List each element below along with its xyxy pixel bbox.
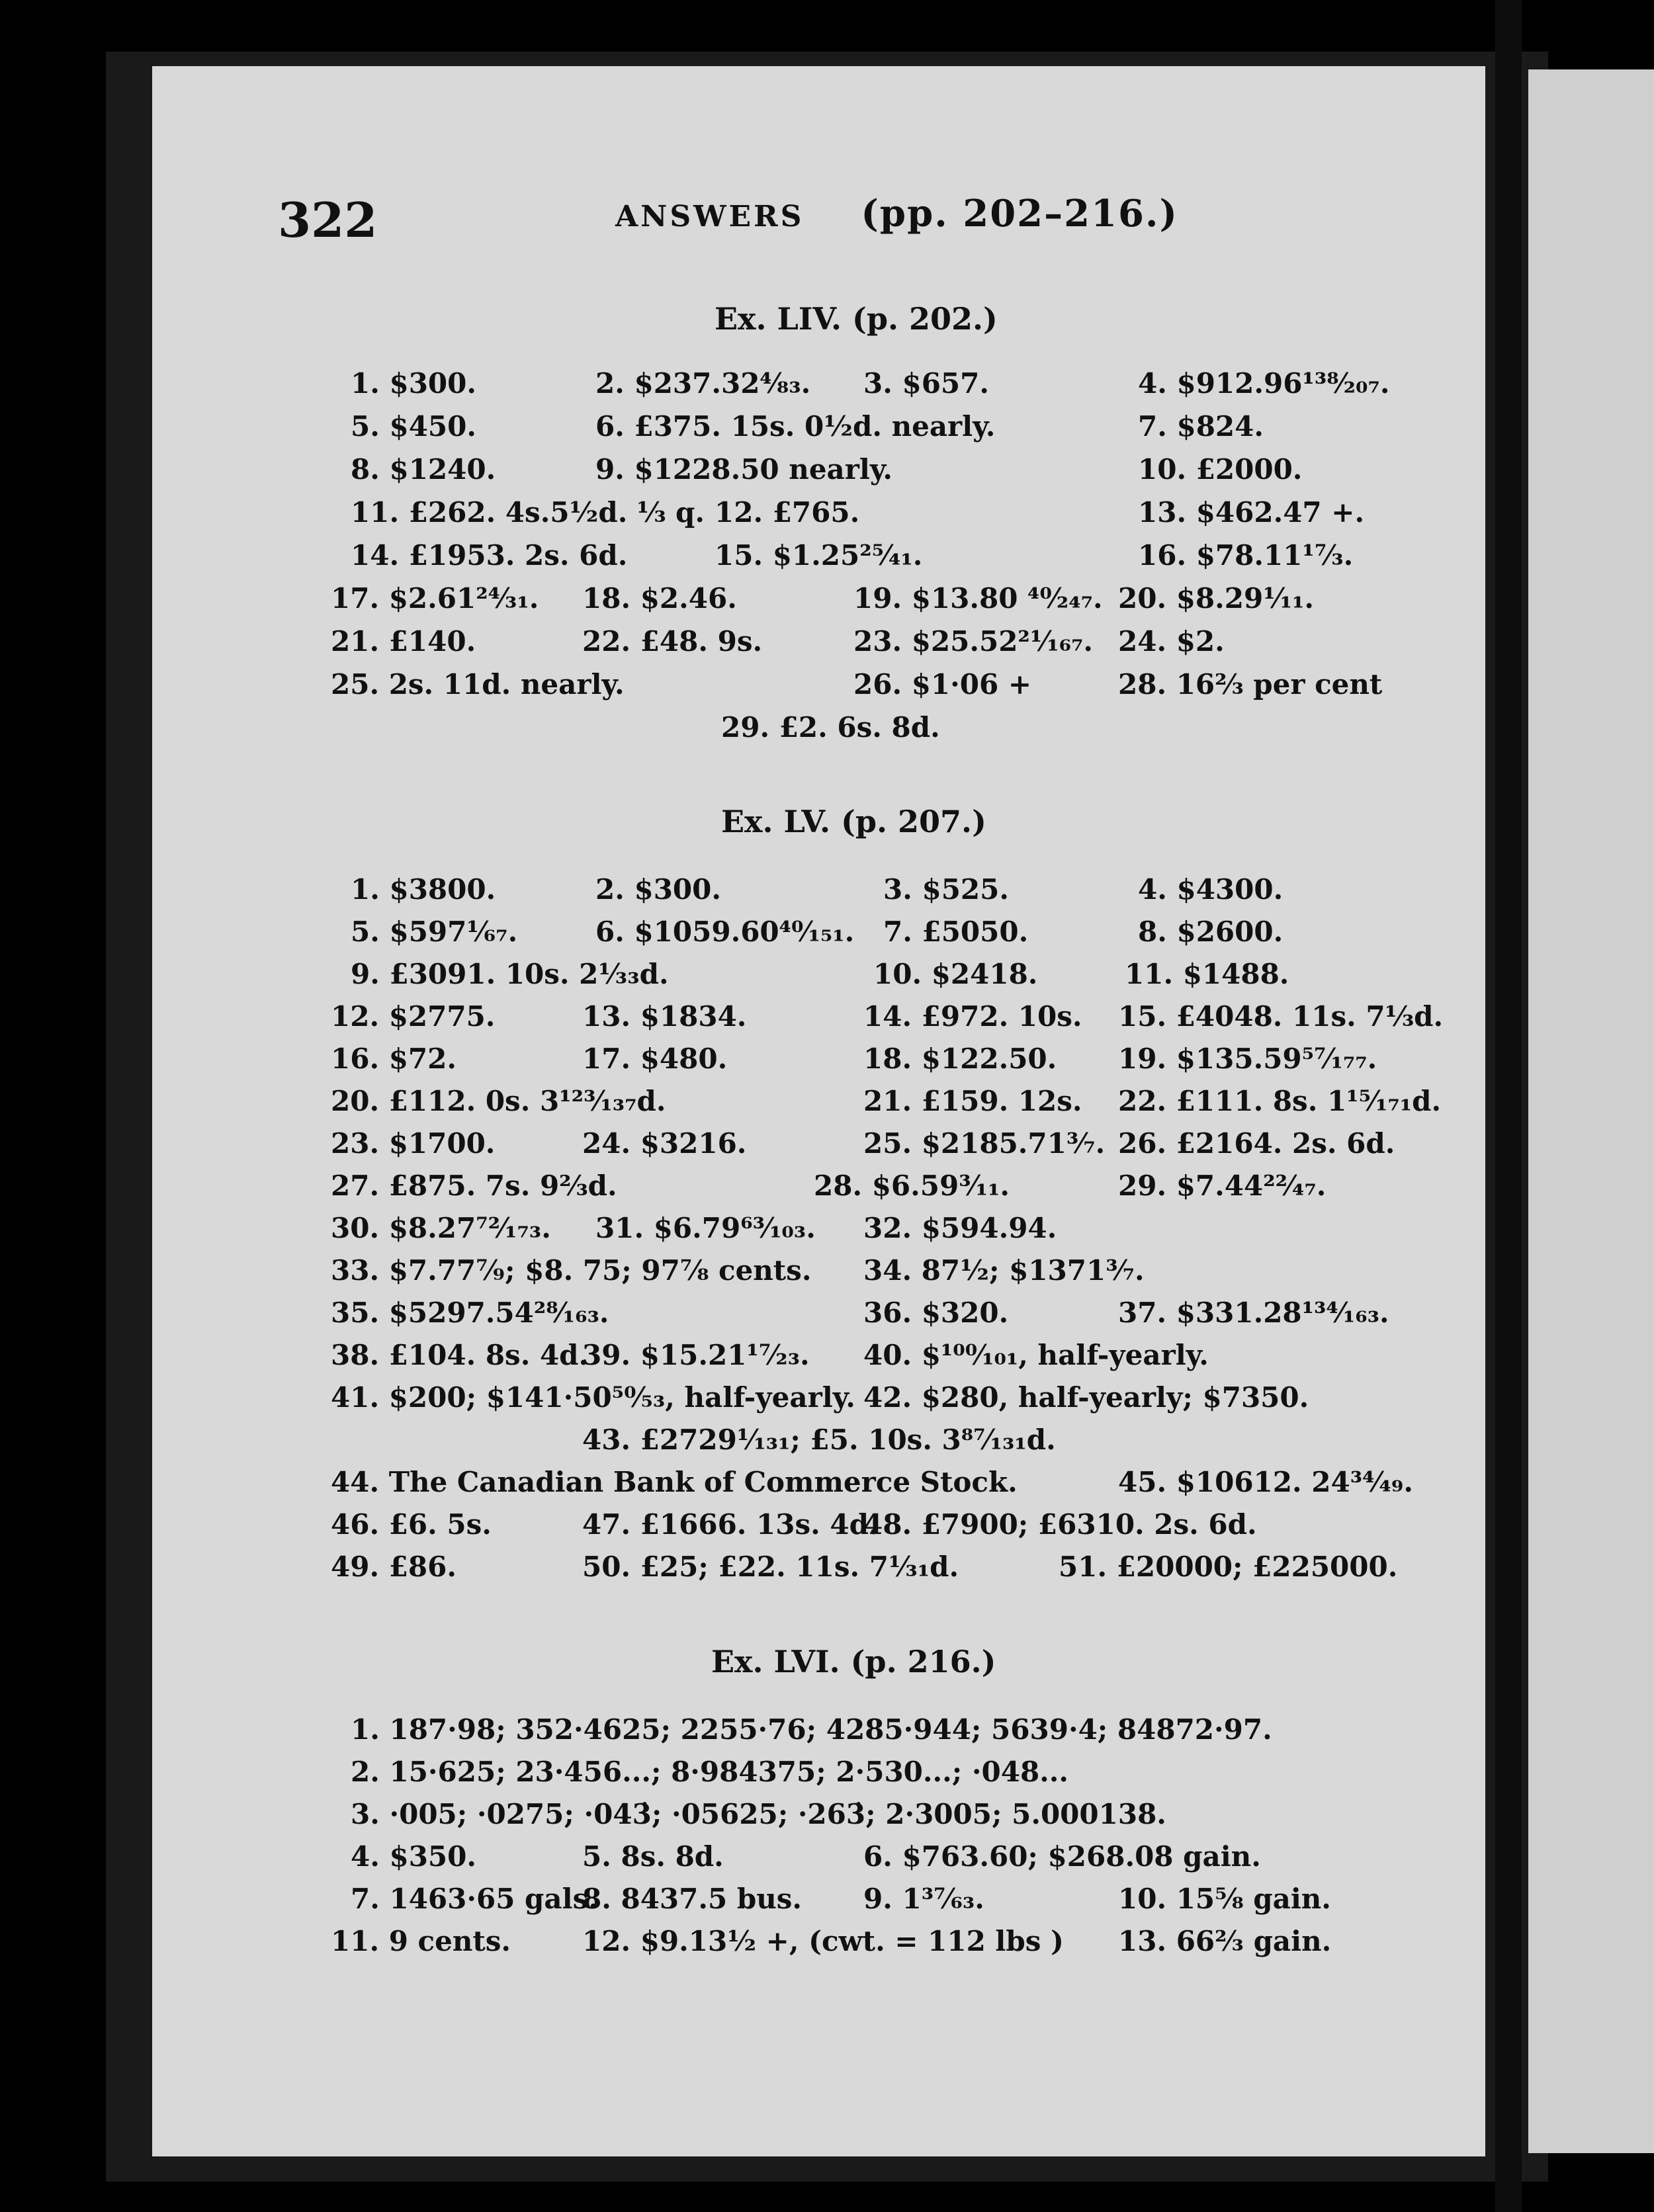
answer-entry: 4. $912.96¹³⁸⁄₂₀₇. — [1138, 367, 1390, 400]
answer-entry: 24. $2. — [1118, 625, 1225, 658]
answer-entry: 42. $280, half-yearly; $7350. — [863, 1381, 1309, 1414]
answer-entry: 7. $824. — [1138, 410, 1264, 443]
answer-entry: 14. £972. 10s. — [863, 1000, 1082, 1033]
answer-entry: 26. £2164. 2s. 6d. — [1118, 1127, 1395, 1160]
section-heading: Ex. LVI. (p. 216.) — [711, 1644, 996, 1680]
answer-entry: 13. $1834. — [582, 1000, 747, 1033]
answer-entry: 27. £875. 7s. 9⅔d. — [331, 1170, 617, 1202]
answer-entry: 28. 16⅔ per cent — [1118, 668, 1383, 701]
answer-entry: 47. £1666. 13s. 4d. — [582, 1508, 879, 1541]
answer-entry: 3. ·005; ·0275; ·043̇; ·05625; ·263̇; 2·3005; 5.000138. — [351, 1798, 1166, 1830]
answer-entry: 20. $8.29¹⁄₁₁. — [1118, 582, 1315, 615]
answer-entry: 10. £2000. — [1138, 453, 1303, 486]
answer-entry: 6. $1059.60⁴⁰⁄₁₅₁. — [595, 915, 855, 948]
answer-entry: 7. 1463·65 gals. — [351, 1883, 598, 1915]
answer-entry: 38. £104. 8s. 4d. — [331, 1339, 589, 1371]
answer-entry: 39. $15.21¹⁷⁄₂₃. — [582, 1339, 810, 1371]
answer-entry: 36. $320. — [863, 1297, 1009, 1329]
answer-entry: 1. $3800. — [351, 873, 496, 906]
answer-entry: 5. 8s. 8d. — [582, 1840, 724, 1873]
answer-entry: 16. $78.11¹⁷⁄₃. — [1138, 539, 1354, 572]
book-spine — [1495, 0, 1522, 2212]
answer-entry: 30. $8.27⁷²⁄₁₇₃. — [331, 1212, 551, 1244]
answer-entry: 4. $4300. — [1138, 873, 1284, 906]
answer-entry: 15. $1.25²⁵⁄₄₁. — [715, 539, 923, 572]
answer-entry: 14. £1953. 2s. 6d. — [351, 539, 628, 572]
answer-entry: 44. The Canadian Bank of Commerce Stock. — [331, 1466, 1018, 1498]
answer-entry: 18. $122.50. — [863, 1042, 1057, 1075]
answer-entry: 21. £159. 12s. — [863, 1085, 1082, 1117]
answer-entry: 9. $1228.50 nearly. — [595, 453, 893, 486]
answer-entry: 5. $597¹⁄₆₇. — [351, 915, 518, 948]
answer-entry: 10. 15⅝ gain. — [1118, 1883, 1331, 1915]
answer-entry: 23. $1700. — [331, 1127, 496, 1160]
answer-entry: 2. $300. — [595, 873, 721, 906]
answer-entry: 37. $331.28¹³⁴⁄₁₆₃. — [1118, 1297, 1389, 1329]
answer-entry: 7. £5050. — [883, 915, 1029, 948]
answer-entry: 19. $135.59⁵⁷⁄₁₇₇. — [1118, 1042, 1377, 1075]
answer-entry: 48. £7900; £6310. 2s. 6d. — [863, 1508, 1257, 1541]
answer-entry: 40. $¹⁰⁰⁄₁₀₁, half-yearly. — [863, 1339, 1209, 1371]
answer-entry: 9. £3091. 10s. 2¹⁄₃₃d. — [351, 958, 669, 990]
answer-entry: 34. 87½; $1371³⁄₇. — [863, 1254, 1145, 1287]
answer-entry: 29. $7.44²²⁄₄₇. — [1118, 1170, 1327, 1202]
answer-entry: 4. $350. — [351, 1840, 476, 1873]
answer-entry: 2. 15·625; 23·456...; 8·984375; 2·530...; ·048... — [351, 1756, 1069, 1788]
answer-entry: 16. $72. — [331, 1042, 457, 1075]
answer-entry: 46. £6. 5s. — [331, 1508, 492, 1541]
answer-entry: 11. £262. 4s.5½d. ⅓ q. — [351, 496, 705, 529]
answer-entry: 35. $5297.54²⁸⁄₁₆₃. — [331, 1297, 609, 1329]
answer-entry: 45. $10612. 24³⁴⁄₄₉. — [1118, 1466, 1413, 1498]
answer-entry: 41. $200; $141·50⁵⁰⁄₅₃, half-yearly. — [331, 1381, 855, 1414]
answer-entry: 18. $2.46. — [582, 582, 737, 615]
answer-entry: 12. $9.13½ +, (cwt. = 112 lbs ) — [582, 1925, 1064, 1957]
answer-entry: 23. $25.52²¹⁄₁₆₇. — [853, 625, 1094, 658]
answer-entry: 3. $657. — [863, 367, 989, 400]
answer-entry: 13. 66²⁄₃ gain. — [1118, 1925, 1332, 1957]
answer-entry: 17. $480. — [582, 1042, 728, 1075]
answer-entry: 33. $7.77⁷⁄₉; $8. 75; 97⅞ cents. — [331, 1254, 812, 1287]
answer-entry: 26. $1·06 + — [853, 668, 1032, 701]
header-title: ANSWERS — [615, 200, 805, 234]
answer-entry: 1. $300. — [351, 367, 476, 400]
answer-entry: 25. 2s. 11d. nearly. — [331, 668, 625, 701]
answer-entry: 50. £25; £22. 11s. 7¹⁄₃₁d. — [582, 1551, 959, 1583]
answer-entry: 51. £20000; £225000. — [1059, 1551, 1398, 1583]
answer-entry: 32. $594.94. — [863, 1212, 1057, 1244]
answer-entry: 11. $1488. — [1125, 958, 1289, 990]
answer-entry: 25. $2185.71³⁄₇. — [863, 1127, 1106, 1160]
answer-entry: 29. £2. 6s. 8d. — [721, 711, 940, 744]
page-header — [615, 192, 1178, 235]
answer-entry: 8. $1240. — [351, 453, 496, 486]
answer-entry: 10. $2418. — [873, 958, 1038, 990]
answer-entry: 1. 187·98; 352·4625; 2255·76; 4285·944; 5639·4; 84872·97. — [351, 1713, 1272, 1746]
answer-entry: 2. $237.32⁴⁄₈₃. — [595, 367, 811, 400]
header-pages: (pp. 202–216.) — [861, 192, 1179, 235]
answer-entry: 9. 1³⁷⁄₆₃. — [863, 1883, 984, 1915]
section-heading: Ex. LV. (p. 207.) — [721, 804, 986, 839]
answer-entry: 28. $6.59³⁄₁₁. — [814, 1170, 1010, 1202]
answer-entry: 11. 9 cents. — [331, 1925, 511, 1957]
answer-entry: 8. $2600. — [1138, 915, 1284, 948]
answer-entry: 12. $2775. — [331, 1000, 496, 1033]
answer-entry: 8. 8437.5 bus. — [582, 1883, 803, 1915]
answer-entry: 3. $525. — [883, 873, 1009, 906]
answer-entry: 5. $450. — [351, 410, 476, 443]
facing-page-edge — [1528, 69, 1654, 2153]
answer-entry: 12. £765. — [715, 496, 860, 529]
answer-entry: 31. $6.79⁶³⁄₁₀₃. — [595, 1212, 816, 1244]
answer-entry: 20. £112. 0s. 3¹²³⁄₁₃₇d. — [331, 1085, 666, 1117]
answer-entry: 17. $2.61²⁴⁄₃₁. — [331, 582, 539, 615]
answer-entry: 15. £4048. 11s. 7⅓d. — [1118, 1000, 1444, 1033]
answer-entry: 24. $3216. — [582, 1127, 747, 1160]
answer-entry: 21. £140. — [331, 625, 476, 658]
answer-entry: 43. £2729¹⁄₁₃₁; £5. 10s. 3⁸⁷⁄₁₃₁d. — [582, 1424, 1056, 1456]
answer-entry: 6. £375. 15s. 0½d. nearly. — [595, 410, 996, 443]
answer-entry: 22. £48. 9s. — [582, 625, 763, 658]
page-number: 322 — [278, 192, 378, 248]
answer-entry: 13. $462.47 +. — [1138, 496, 1365, 529]
answer-entry: 49. £86. — [331, 1551, 457, 1583]
answer-entry: 22. £111. 8s. 1¹⁵⁄₁₇₁d. — [1118, 1085, 1442, 1117]
answer-entry: 6. $763.60; $268.08 gain. — [863, 1840, 1261, 1873]
answer-entry: 19. $13.80 ⁴⁰⁄₂₄₇. — [853, 582, 1103, 615]
section-heading: Ex. LIV. (p. 202.) — [715, 301, 998, 337]
